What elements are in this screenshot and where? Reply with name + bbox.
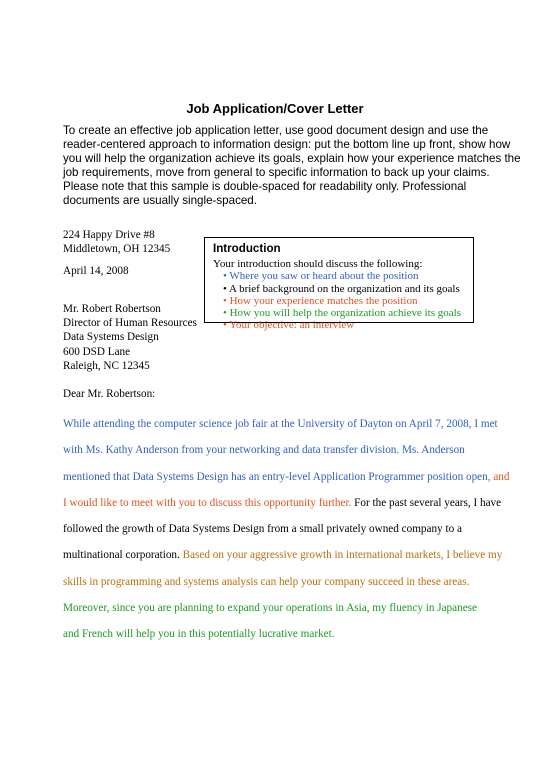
intro-line: Please note that this sample is double-spaced for readability only. Professional: [63, 180, 467, 194]
body-segment: followed the growth of Data Systems Design from a small privately owned company to a: [63, 523, 462, 536]
intro-line: you will help the organization achieve its goals, explain how your experience matches the: [63, 152, 521, 166]
recipient-line: 600 DSD Lane: [63, 345, 131, 358]
letter-date: April 14, 2008: [63, 265, 129, 277]
body-line: [63, 595, 503, 621]
callout-bullet: • How your experience matches the position: [223, 294, 418, 307]
sender-address: [63, 228, 170, 256]
body-segment: multinational corporation.: [63, 549, 180, 562]
body-line: [63, 464, 510, 490]
body-line: [63, 621, 503, 647]
callout-bullet: • A brief background on the organization and its goals: [223, 282, 460, 295]
sender-address-line: 224 Happy Drive #8: [63, 229, 155, 241]
body-line: [63, 411, 503, 437]
recipient-address: [63, 302, 197, 373]
intro-line: job requirements, move from general to specific information to back up your claims.: [63, 166, 490, 180]
body-segment: , and: [487, 470, 510, 483]
document-title: Job Application/Cover Letter: [186, 101, 364, 116]
intro-line: documents are usually single-spaced.: [63, 194, 257, 208]
body-segment: For the past several years, I have: [351, 496, 502, 509]
body-segment: and French will help you in this potentially lucrative market.: [63, 628, 335, 641]
sender-address-line: Middletown, OH 12345: [63, 243, 171, 255]
recipient-line: Mr. Robert Robertson: [63, 303, 161, 315]
salutation: Dear Mr. Robertson:: [63, 388, 156, 400]
body-line: [63, 569, 503, 595]
recipient-line: Director of Human Resources: [63, 317, 197, 330]
recipient-line: Data Systems Design: [63, 331, 159, 344]
body-line: [63, 516, 503, 542]
callout-bullet: • How you will help the organization achieve its goals: [223, 307, 461, 320]
body-segment: with Ms. Kathy Anderson from your networking and data transfer division. Ms. Anderson: [63, 444, 465, 457]
letter-body: [63, 411, 510, 648]
body-segment: skills in programming and systems analysis can help your company succeed in these areas.: [63, 575, 470, 588]
body-line: [63, 542, 503, 568]
recipient-line: Raleigh, NC 12345: [63, 359, 150, 372]
intro-paragraph: [63, 124, 521, 209]
body-segment: While attending the computer science job fair at the University of Dayton on April 7, 2008, I met: [63, 418, 498, 430]
body-line: [63, 437, 503, 463]
callout-title: Introduction: [213, 242, 281, 255]
introduction-callout: [204, 237, 474, 332]
intro-line: reader-centered approach to information design: put the bottom line up front, show how: [63, 138, 511, 152]
callout-bullet: • Where you saw or heard about the position: [223, 270, 419, 283]
body-segment: mentioned that Data Systems Design has an entry-level Application Programmer position open: [63, 470, 488, 483]
body-line: [63, 490, 503, 516]
callout-bullet: • Your objective: an interview: [223, 319, 355, 332]
intro-line: To create an effective job application letter, use good document design and use the: [63, 124, 489, 137]
body-segment: Based on your aggressive growth in international markets, I believe my: [179, 549, 503, 562]
body-segment: I would like to meet with you to discuss this opportunity further.: [63, 496, 352, 509]
body-segment: Moreover, since you are planning to expand your operations in Asia, my fluency in Japanese: [63, 602, 477, 615]
callout-text: Your introduction should discuss the following:: [213, 258, 423, 270]
